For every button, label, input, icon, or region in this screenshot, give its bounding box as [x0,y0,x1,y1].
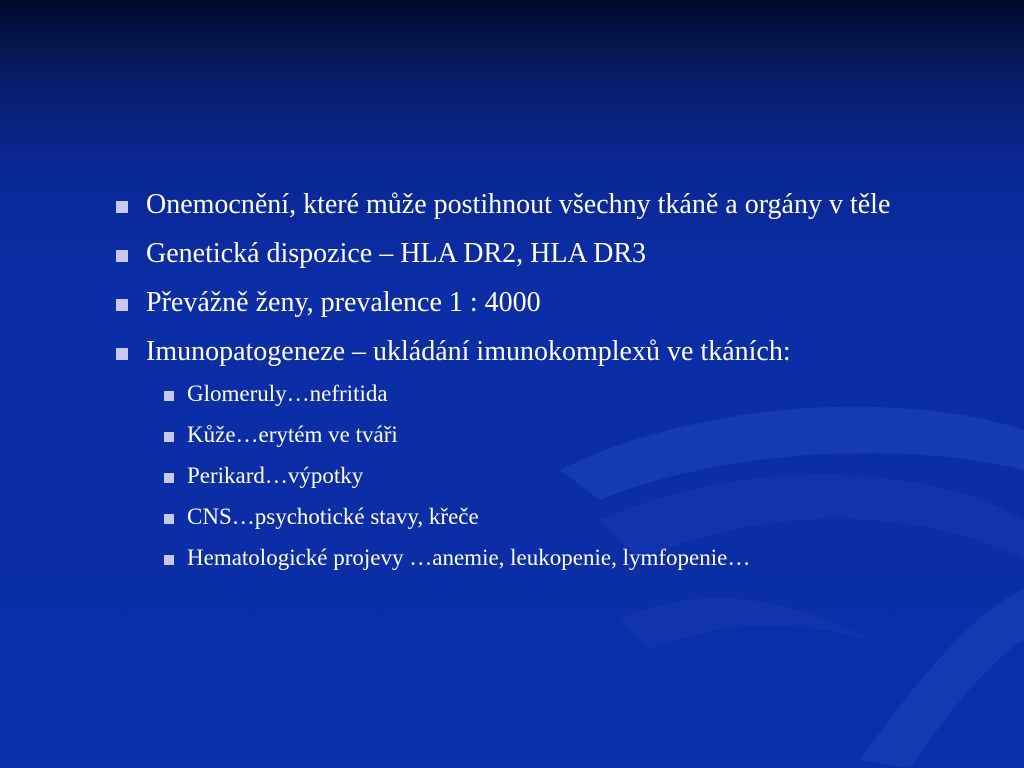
sub-bullet-item-2 [157,420,972,450]
sub-bullet-item-3 [157,461,972,491]
bullet-list [112,186,972,584]
sub-bullet-text: Hematologické projevy …anemie, leukopenie, lymfopenie… [187,545,751,570]
sub-bullet-text: CNS…psychotické stavy, křeče [187,504,479,529]
square-bullet-icon [164,473,174,483]
bullet-text: Imunopatogeneze – ukládání imunokomplexů ve tkáních: [146,336,791,367]
square-bullet-icon [116,201,128,213]
bullet-item-2 [112,235,972,273]
sub-bullet-item-1 [157,379,972,409]
square-bullet-icon [116,299,128,311]
bullet-item-3 [112,284,972,322]
square-bullet-icon [116,348,128,360]
bullet-text: Převážně ženy, prevalence 1 : 4000 [146,287,541,318]
square-bullet-icon [164,391,174,401]
bullet-text: Onemocnění, které může postihnout všechny tkáně a orgány v těle [146,189,891,220]
sub-bullet-item-5 [157,543,972,573]
bullet-item-1 [112,186,972,224]
sub-bullet-text: Glomeruly…nefritida [187,381,388,406]
bullet-text: Genetická dispozice – HLA DR2, HLA DR3 [146,238,647,269]
sub-bullet-text: Kůže…erytém ve tváři [187,422,398,447]
bullet-item-4 [112,333,972,371]
square-bullet-icon [164,555,174,565]
square-bullet-icon [164,514,174,524]
square-bullet-icon [116,250,128,262]
sub-bullet-text: Perikard…výpotky [187,463,364,488]
sub-bullet-item-4 [157,502,972,532]
square-bullet-icon [164,432,174,442]
